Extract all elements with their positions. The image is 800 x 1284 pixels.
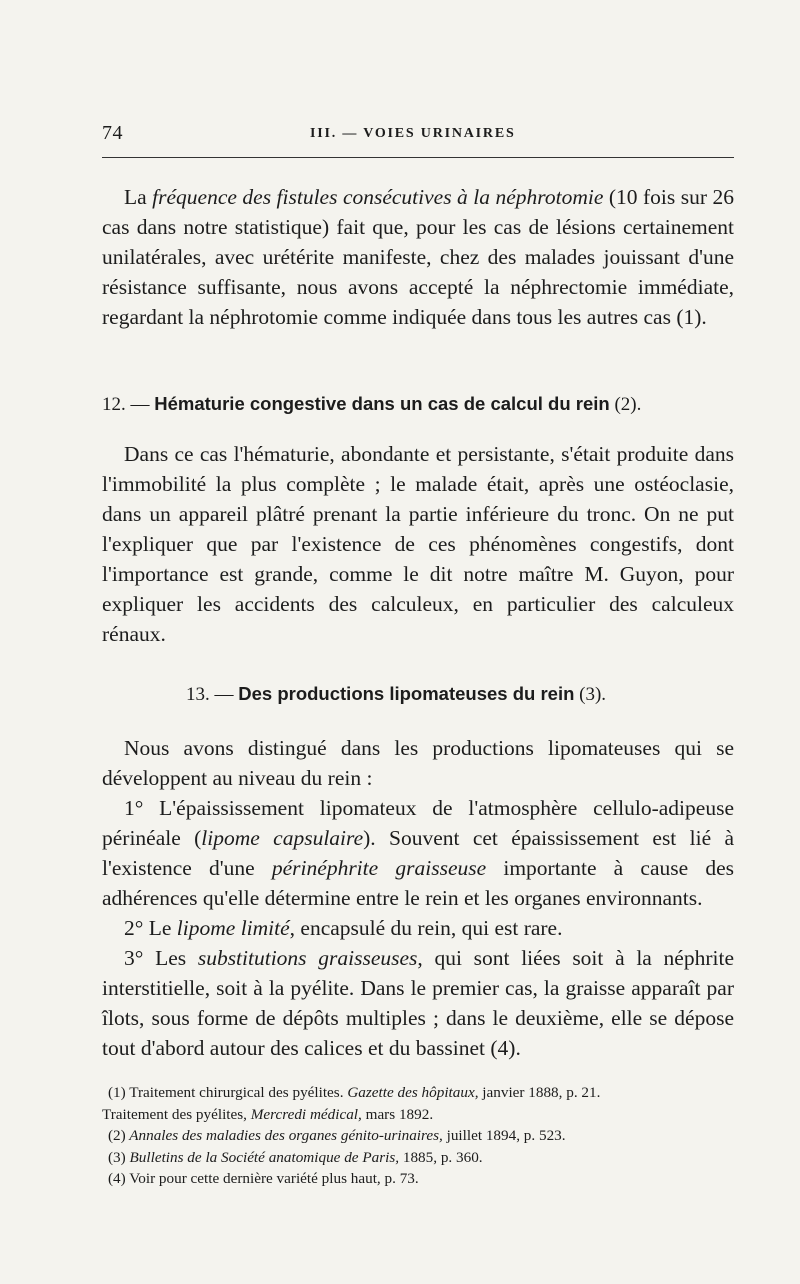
footnote-1-number: (1): [108, 1084, 126, 1101]
footnote-3-journal: Bulletins de la Société anatomique de Paris,: [125, 1148, 400, 1166]
section-12-number: 12. —: [102, 394, 150, 415]
item-1-text-c: importante à cause des adhérences qu'elle détermine entre le rein et les organes environnants.: [102, 856, 735, 910]
item-1-emphasis-b: périnéphrite graisseuse: [271, 856, 487, 880]
page-header: [102, 114, 734, 146]
footnote-4-number: (4): [108, 1170, 126, 1187]
footnote-1b-journal: Mercredi médical,: [250, 1105, 362, 1123]
footnote-3-text: 1885, p. 360.: [399, 1148, 483, 1166]
footnote-2-journal: Annales des maladies des organes génito-urinaires,: [125, 1127, 443, 1144]
section-13-intro: [102, 733, 734, 793]
footnote-3-number: (3): [108, 1148, 126, 1166]
item-2-text-a: Le: [143, 916, 177, 940]
section-12-heading: Hématurie congestive dans un cas de calcul du rein: [154, 393, 610, 414]
footnote-1b-text-b: mars 1892.: [361, 1105, 434, 1123]
footnote-2-number: (2): [108, 1127, 126, 1144]
footnote-1-text-b: janvier 1888, p. 21.: [478, 1084, 601, 1101]
section-12-note-ref: (2).: [614, 394, 642, 415]
item-2-emphasis: lipome limité: [176, 916, 290, 940]
intro-paragraph: [102, 182, 734, 332]
footnote-4: [108, 1168, 748, 1190]
section-12-title: [102, 393, 641, 416]
running-head: III. — VOIES URINAIRES: [310, 126, 516, 141]
header-rule: [102, 157, 734, 158]
list-item-3: [102, 943, 734, 1063]
footnotes: [102, 1082, 748, 1190]
item-3-text-b: , qui sont liées soit à la néphrite interstitielle, soit à la pyélite. Dans le premier cas, la graisse apparaît par îlots, sous forme de dépôts multiples ; dans le deuxième, elle se dépose tout d'abord autour des calices et du bassinet (4).: [102, 946, 735, 1060]
intro-prefix: La: [124, 185, 153, 209]
section-13-heading: Des productions lipomateuses du rein: [238, 683, 575, 704]
item-3-text-a: Les: [143, 946, 198, 970]
footnote-2-text: juillet 1894, p. 523.: [442, 1127, 566, 1144]
item-2-text-b: , encapsulé du rein, qui est rare.: [289, 916, 563, 940]
section-12-paragraph: [102, 439, 734, 649]
item-2-number: 2°: [124, 916, 144, 940]
item-1-text-b: ). Souvent cet épaississement est lié à l'existence d'une: [102, 826, 735, 880]
footnote-4-text: Voir pour cette dernière variété plus haut, p. 73.: [125, 1170, 419, 1187]
intro-rest: (10 fois sur 26 cas dans notre statistique) fait que, pour les cas de lésions certainement unilatérales, avec urétérite manifeste, chez des malades jouissant d'une résistance suffisante, nous avons accepté la néphrectomie immédiate, regardant la néphrotomie comme indiquée dans tous les autres cas (1).: [102, 185, 734, 329]
item-1-text-a: L'épaississement lipomateux de l'atmosphère cellulo-adipeuse périnéale (: [102, 796, 734, 850]
section-13-title: [186, 683, 606, 706]
footnote-1: [108, 1082, 748, 1104]
section-13-number: 13. —: [186, 684, 234, 705]
footnote-1-text-a: Traitement chirurgical des pyélites.: [125, 1084, 348, 1101]
item-1-emphasis-a: lipome capsulaire: [201, 826, 364, 850]
section-13-note-ref: (3).: [579, 684, 607, 705]
footnote-1-journal: Gazette des hôpitaux,: [347, 1084, 479, 1101]
page-number: 74: [102, 122, 123, 144]
item-3-number: 3°: [124, 946, 144, 970]
item-3-emphasis: substitutions graisseuses: [197, 946, 418, 970]
footnote-1-continued: [102, 1104, 748, 1126]
footnote-2: [108, 1125, 748, 1147]
item-1-number: 1°: [124, 796, 144, 820]
section-13-intro-text: Nous avons distingué dans les productions lipomateuses qui se développent au niveau du rein :: [102, 736, 734, 790]
list-item-2: [102, 913, 734, 943]
intro-emphasis: fréquence des fistules consécutives à la néphrotomie: [152, 185, 604, 209]
footnote-1b-text-a: Traitement des pyélites,: [102, 1105, 251, 1123]
footnote-3: [108, 1147, 748, 1169]
section-12-text: Dans ce cas l'hématurie, abondante et persistante, s'était produite dans l'immobilité la plus complète ; le malade était, après une ostéoclasie, dans un appareil plâtré prenant la partie inférieure du tronc. On ne put l'expliquer que par l'existence de ces phénomènes congestifs, dont l'importance est grande, comme le dit notre maître M. Guyon, pour expliquer les accidents des calculeux, en particulier des calculeux rénaux.: [102, 442, 734, 646]
list-item-1: [102, 793, 734, 913]
